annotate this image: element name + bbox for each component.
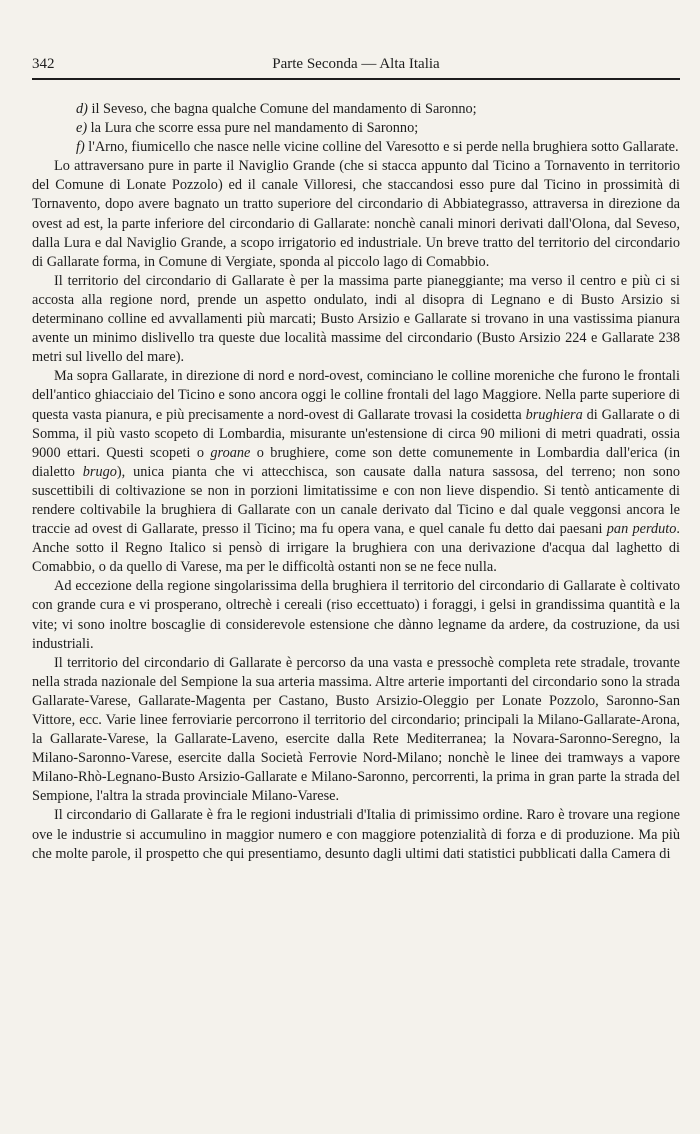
text-run: di Gallarate o di Somma, il più vasto scopeto di Lombardia, misurante un'estensione di circa 90 milioni di metri quadrati, ossia 9000 ettari. Questi scopeti o bbox=[32, 406, 680, 461]
paragraph-roads-railways: Il territorio del circondario di Gallarate è percorso da una vasta e pressochè completa rete stradale, trovante nella strada nazionale del Sempione la sua arteria massima. Altre arterie importanti del circondario sono la strada Gallarate-Varese, Gallarate-Magenta per Castano, Busto Arsizio-Oleggio per Lonate Pozzolo, Saronno-San Vittore, ecc. Varie linee ferroviarie percorrono il territorio del circondario; principali la Milano-Gallarate-Arona, la Gallarate-Varese, la Gallarate-Laveno, esercite dalla Rete Mediterranea; la Novara-Saronno-Seregno, la Milano-Saronno-Varese, esercite dalla Società Ferrovie Nord-Milano; nonchè le linee dei tramways a vapore Milano-Rhò-Legnano-Busto Arsizio-Gallarate e Milano-Saronno, percorrenti, la prima in gran parte la strada del Sempione, l'altra la strada provinciale Milano-Varese. bbox=[32, 654, 680, 805]
list-item-d bbox=[32, 100, 680, 119]
list-text: il Seveso, che bagna qualche Comune del mandamento di Saronno; bbox=[87, 101, 477, 117]
list-item-e bbox=[32, 119, 680, 138]
italic-term: pan perduto bbox=[606, 521, 677, 538]
paragraph-canals: Lo attraversano pure in parte il Naviglio Grande (che si stacca appunto dal Ticino a Tornavento in territorio del Comune di Lonate Pozzolo) ed il canale Villoresi, che staccandosi esso pure dal Ticino in prossimità di Tornavento, dopo avere bagnato un tratto superiore del circondario di Abbiategrasso, attraversa in direzione da ovest ad est, la parte inferiore del circondario di Gallarate: nonchè canali minori derivati dall'Olona, dal Seveso, dalla Lura e dal Naviglio Grande, a scopo irrigatorio ed industriale. Un breve tratto del territorio del circondario di Gallarate forma, in Comune di Vergiate, sponda al piccolo lago di Comabbio. bbox=[32, 158, 680, 270]
list-marker: d) bbox=[76, 101, 88, 117]
paragraph-brughiera bbox=[32, 367, 680, 577]
book-page bbox=[32, 56, 680, 1116]
list-marker: f) bbox=[76, 139, 85, 156]
text-run: Ma sopra Gallarate, in direzione di nord e nord-ovest, cominciano le colline moreniche che furono le frontali dell'antico ghiacciaio del Ticino e sono ancora oggi le colline frontali del lago Maggiore. Nella parte superiore di questa vasta pianura, e più precisamente a nord-ovest di Gallarate trovasi la cosidetta bbox=[32, 368, 680, 423]
paragraph-terrain: Il territorio del circondario di Gallarate è per la massima parte pianeggiante; ma verso il centro e più ci si accosta alla regione nord, prende un aspetto ondulato, indi al disopra di Legnano e di Busto Arsizio si determinano colline ed avvallamenti più marcati; Busto Arsizio e Gallarate si trovano in una vastissima pianura avente un minimo dislivello tra queste due località massime del circondario (Busto Arsizio 224 e Gallarate 238 metri sul livello del mare). bbox=[32, 272, 680, 366]
italic-term: brughiera bbox=[525, 406, 583, 423]
paragraph-agriculture: Ad eccezione della regione singolarissima della brughiera il territorio del circondario di Gallarate è coltivato con grande cura e vi prosperano, oltrechè i cereali (riso eccettuato) i foraggi, i gelsi in grandissima quantità e la vite; vi sono inoltre boscaglie di considerevole estensione che dànno legname da ardere, da costruzione, da usi industriali. bbox=[32, 578, 680, 652]
list-text: l'Arno, fiumicello che nasce nelle vicine colline del Varesotto e si perde nella brughiera sotto Gallarate. bbox=[84, 139, 679, 156]
running-header bbox=[32, 56, 680, 80]
running-title: Parte Seconda — Alta Italia bbox=[272, 56, 440, 72]
text-run: ), unica pianta che vi attecchisca, son causate dalla natura sassosa, del terreno; non sono suscettibili di coltivazione se non in porzioni limitatissime e con non lieve dispendio. Si tentò anticamente di rendere coltivabile la brughiera di Gallarate con un canale derivato dal Ticino e dal quale veggonsi ancora le traccie ad ovest di Gallarate, presso il Ticino; ma fu opera vana, e quel canale fu detto dai paesani bbox=[32, 463, 680, 538]
italic-term: groane bbox=[210, 444, 251, 461]
list-item-f bbox=[32, 138, 680, 157]
text-run: . Anche sotto il Regno Italico si pensò di irrigare la brughiera con una derivazione d'acqua dal laghetto di Comabbio, o da quello di Varese, ma per le difficoltà ostanti non se ne fece nulla. bbox=[32, 521, 680, 576]
page-number: 342 bbox=[32, 56, 55, 72]
paragraph-industry: Il circondario di Gallarate è fra le regioni industriali d'Italia di primissimo ordine. Raro è trovare una regione ove le industrie si accumulino in maggior numero e con maggiore potenzialità di forza e di produzione. Ma più che molte parole, il prospetto che qui presentiamo, desunto dagli ultimi dati statistici pubblicati dalla Camera di bbox=[32, 807, 680, 862]
list-marker: e) bbox=[76, 120, 88, 137]
italic-term: brugo bbox=[82, 463, 117, 480]
page-body bbox=[32, 100, 680, 864]
list-text: la Lura che scorre essa pure nel mandamento di Saronno; bbox=[87, 120, 419, 137]
text-run: o brughiere, come son dette comunemente in Lombardia dall'erica (in dialetto bbox=[32, 444, 680, 480]
